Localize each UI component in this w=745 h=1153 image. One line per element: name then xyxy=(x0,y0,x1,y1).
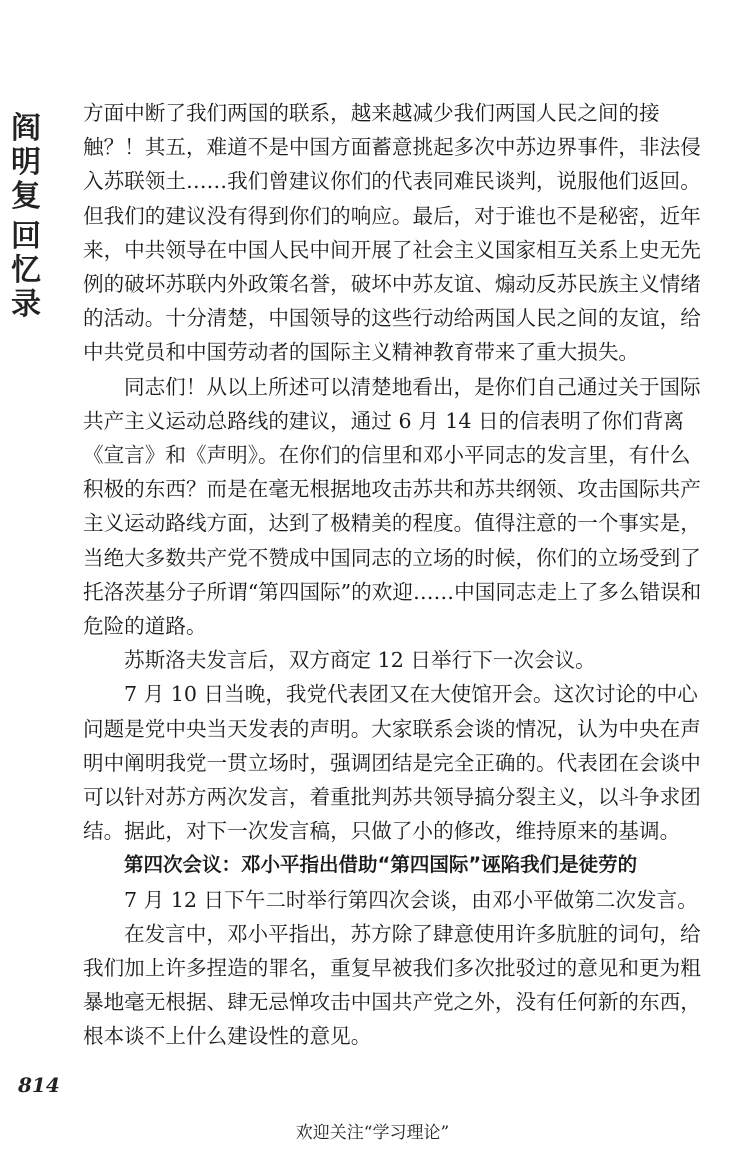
paragraph: 7 月 12 日下午二时举行第四次会谈，由邓小平做第二次发言。 xyxy=(124,887,698,912)
paragraph: 方面中断了我们两国的联系，越来越减少我们两国人民之间的接触？！其五，难道不是中国方面蓄意挑起多次中苏边界事件，非法侵入苏联领土……我们曾建议你们的代表同难民谈判，说服他们返回。但我们的建议没有得到你们的响应。最后，对于谁也不是秘密，近年来，中共领导在中国人民中间开展了社会主义国家相互关系上史无先例的破坏苏联内外政策名誉，破坏中苏友谊、煽动反苏民族主义情绪的活动。十分清楚，中国领导的这些行动给两国人民之间的友谊，给中共党员和中国劳动者的国际主义精神教育带来了重大损失。 xyxy=(83,101,701,365)
book-title-char: 回 xyxy=(11,219,41,254)
book-title-char: 明 xyxy=(11,145,41,180)
footer-note: 欢迎关注“学习理论” xyxy=(295,1123,450,1143)
book-title-vertical xyxy=(6,112,46,322)
book-title-char: 复 xyxy=(11,179,41,214)
page-body xyxy=(83,96,703,1054)
section-heading: 第四次会议：邓小平指出借助“第四国际”诬陷我们是徒劳的 xyxy=(124,853,638,877)
paragraph: 同志们！从以上所述可以清楚地看出，是你们自己通过关于国际共产主义运动总路线的建议，通过 6 月 14 日的信表明了你们背离《宣言》和《声明》。在你们的信里和邓小平同志的发言里，有什么积极的东西？而是在毫无根据地攻击苏共和苏共纲领、攻击国际共产主义运动路线方面，达到了极精美的程度。值得注意的一个事实是，当绝大多数共产党不赞成中国同志的立场的时候，你们的立场受到了托洛茨基分子所谓“第四国际”的欢迎……中国同志走上了多么错误和危险的道路。 xyxy=(83,374,702,639)
page-number: 814 xyxy=(18,1073,60,1097)
paragraph: 苏斯洛夫发言后，双方商定 12 日举行下一次会议。 xyxy=(124,648,596,673)
paragraph: 7 月 10 日当晚，我党代表团又在大使馆开会。这次讨论的中心问题是党中央当天发表的声明。大家联系会谈的情况，认为中央在声明中阐明我党一贯立场时，强调团结是完全正确的。代表团在会谈中可以针对苏方两次发言，着重批判苏共领导搞分裂主义，以斗争求团结。据此，对下一次发言稿，只做了小的修改，维持原来的基调。 xyxy=(83,682,701,844)
book-title-char: 录 xyxy=(11,287,41,322)
book-title-char: 忆 xyxy=(11,253,41,288)
paragraph: 在发言中，邓小平指出，苏方除了肆意使用许多肮脏的词句，给我们加上许多捏造的罪名，重复早被我们多次批驳过的意见和更为粗暴地毫无根据、肆无忌惮攻击中国共产党之外，没有任何新的东西，根本谈不上什么建设性的意见。 xyxy=(83,921,701,1049)
book-title-char: 阎 xyxy=(11,111,41,146)
